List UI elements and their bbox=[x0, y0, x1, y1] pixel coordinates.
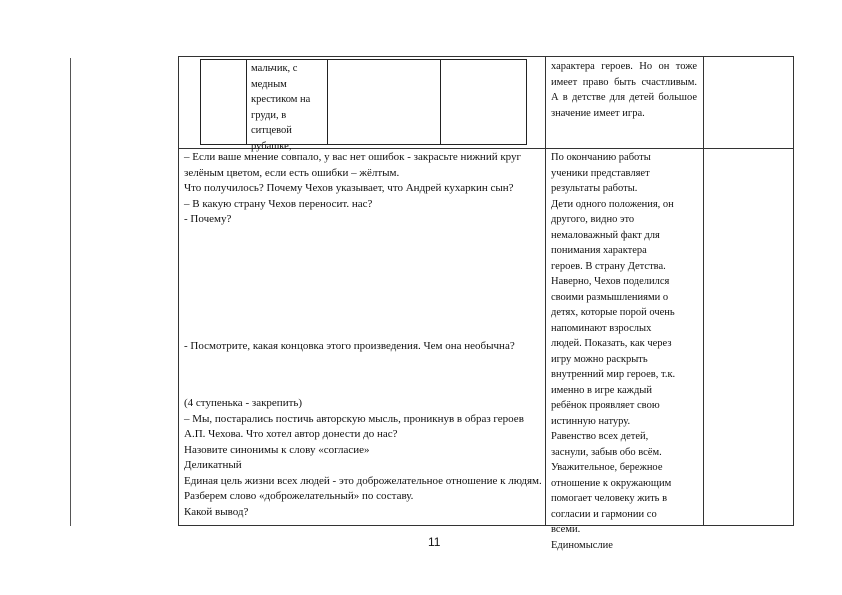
page-margin-line bbox=[70, 58, 71, 526]
right-cell-answers: По окончанию работы ученики представляет результаты работы. Дети одного положения, он другого, видно это немаловажный факт для понимания характера героев. В страну Детства. Наверно, Чехов поделился своими размышлениями о детях, которые порой очень напоминают взрослых людей. Показать, как через игру можно раскрыть внутренний мир героев, т.к. именно в игре каждый ребёнок проявляет свою истинную натуру. Равенство всех детей, заснули, забыв обо всём. Уважительное, бережное отношение к окружающим помогает человеку жить в согласии и гармонии со всеми. Единомыслие bbox=[551, 152, 676, 551]
nested-table bbox=[200, 59, 527, 152]
left-cell-ending-question: - Посмотрите, какая концовка этого произведения. Чем она необычна? bbox=[184, 340, 515, 352]
nested-divider-2 bbox=[327, 60, 328, 144]
nested-divider-3 bbox=[440, 60, 441, 144]
column-divider-1 bbox=[545, 57, 546, 525]
column-divider-2 bbox=[703, 57, 704, 525]
top-right-cell-text: характера героев. Но он тоже имеет право быть счастливым. А в детстве для детей большое значение имеет игра. bbox=[551, 61, 697, 119]
nested-divider-1 bbox=[246, 60, 247, 144]
left-cell-questions: – Если ваше мнение совпало, у вас нет ошибок - закрасьте нижний круг зелёным цветом, если есть ошибки – жёлтым. Что получилось? Почему Чехов указывает, что Андрей кухаркин сын? – В какую страну Чехов переносит. нас? - Почему? bbox=[184, 151, 522, 225]
nested-cell-text: мальчик, с медным крестиком на груди, в ситцевой рубашке, bbox=[251, 63, 311, 152]
left-cell-consolidation: (4 ступенька - закрепить) – Мы, постарались постичь авторскую мысль, проникнув в образ героев А.П. Чехова. Что хотел автор донести до нас? Назовите синонимы к слову «согласие» Деликатный Единая цель жизни всех людей - это доброжелательное отношение к людям. Разберем слово «доброжелательный» по составу. Какой вывод? bbox=[184, 397, 542, 518]
page-number: 11 bbox=[428, 535, 441, 549]
